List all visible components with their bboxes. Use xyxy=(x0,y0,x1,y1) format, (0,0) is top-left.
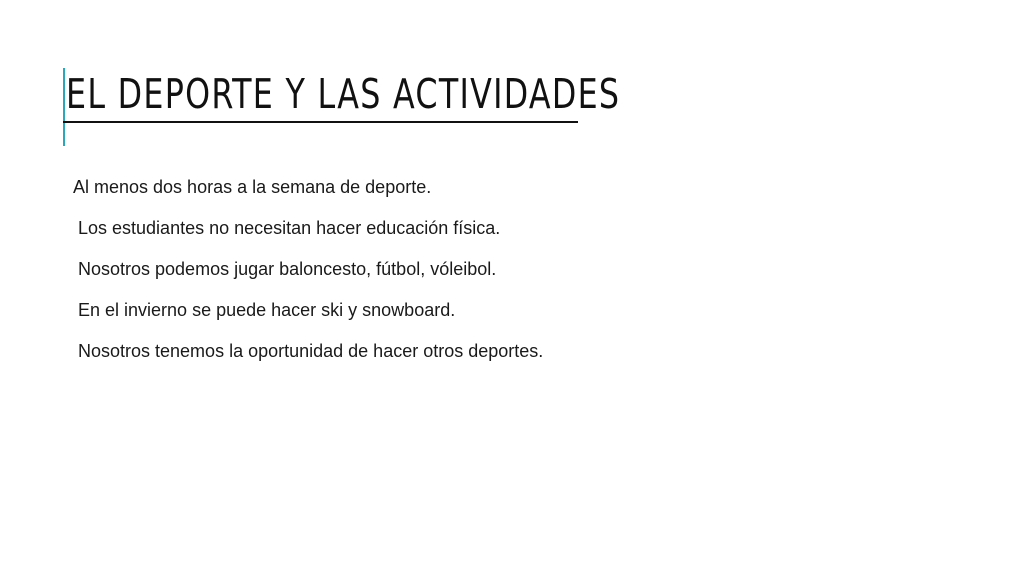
slide-title: EL DEPORTE Y LAS ACTIVIDADES xyxy=(66,70,621,118)
bullet-item: En el invierno se puede hacer ski y snowboard. xyxy=(78,300,456,320)
bullet-list xyxy=(73,172,543,377)
bullet-item: Nosotros tenemos la oportunidad de hacer otros deportes. xyxy=(78,341,544,361)
title-underline xyxy=(63,121,578,123)
bullet-item: Los estudiantes no necesitan hacer educación física. xyxy=(78,218,501,238)
title-accent-bar xyxy=(63,68,65,146)
bullet-item: Nosotros podemos jugar baloncesto, fútbol, vóleibol. xyxy=(78,259,497,279)
bullet-item: Al menos dos horas a la semana de deporte. xyxy=(73,177,432,197)
